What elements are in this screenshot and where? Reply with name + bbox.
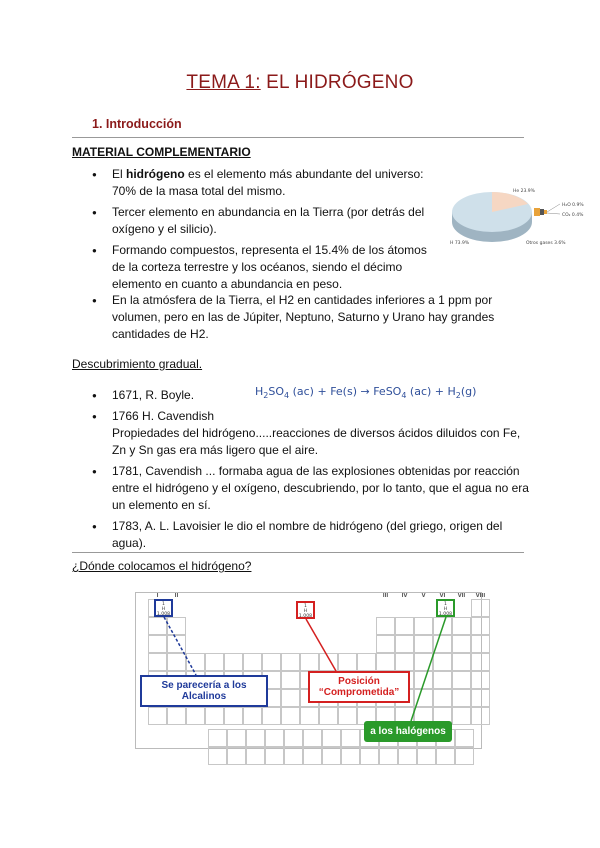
- bullet-item: ● Tercer elemento en abundancia en la Tierra (por detrás del oxígeno y el silicio).: [92, 204, 432, 238]
- element-cell: [227, 747, 246, 765]
- element-cell: [360, 747, 379, 765]
- reaction-equation: $H_2SO_4$ (ac) + Fe(s) → FeSO$_4$ $(ac) + H_2(g)$: [255, 385, 477, 401]
- element-cell: [398, 747, 417, 765]
- bullet-item: ● Formando compuestos, representa el 15.4% de los átomos de la corteza terrestre y los océanos, siendo el décimo elemento en cuanto a abundancia en peso.: [92, 242, 432, 293]
- page-title: [0, 72, 600, 94]
- pie-label-h2o: H₂O 0.9%: [562, 203, 584, 208]
- pie-slice-other: [534, 208, 540, 216]
- element-cell: [265, 747, 284, 765]
- group-header: VIII: [475, 593, 486, 599]
- section-heading-introduction: 1. Introducción: [92, 117, 182, 131]
- atmosphere-pie-chart: [450, 182, 590, 250]
- group-header: VI: [439, 593, 446, 599]
- pie-label-h: H 73.9%: [450, 241, 470, 246]
- title-rest: EL HIDRÓGENO: [260, 72, 414, 93]
- callout-alkali: Se parecería a los Alcalinos: [140, 675, 268, 707]
- pie-label-other: Otros gases 3.6%: [526, 241, 566, 246]
- bullet-item: ● 1766 H. Cavendish Propiedades del hidrógeno.....reacciones de diversos ácidos diluidos con Fe, Zn y Sn gas era más ligero que el aire.: [92, 408, 532, 459]
- group-header: IV: [401, 593, 408, 599]
- periodic-table: [135, 592, 486, 749]
- element-cell: [284, 747, 303, 765]
- element-cell: [303, 747, 322, 765]
- divider: [72, 137, 524, 138]
- element-cell: [379, 747, 398, 765]
- intro-bullet-list: [92, 166, 432, 297]
- discovery-bullet-list: [92, 387, 532, 556]
- element-cell: [436, 747, 455, 765]
- intro-bullet-list-2: [92, 292, 532, 347]
- group-header: VII: [457, 593, 466, 599]
- bullet-item: ● 1671, R. Boyle.: [92, 387, 532, 404]
- bullet-item: ● 1783, A. L. Lavoisier le dio el nombre de hidrógeno (del griego, origen del agua).: [92, 518, 532, 552]
- group-header: I: [156, 593, 159, 599]
- group-header: V: [421, 593, 426, 599]
- bullet-item: ● El hidrógeno es el elemento más abundante del universo: 70% de la masa total del mismo.: [92, 166, 432, 200]
- element-cell: [322, 747, 341, 765]
- group-header: II: [174, 593, 179, 599]
- element-cell: [341, 747, 360, 765]
- bullet-item: ● 1781, Cavendish ... formaba agua de las explosiones obtenidas por reacción entre el hidrógeno y el oxígeno, descubriendo, por lo tanto, que el agua no era un elemento en sí.: [92, 463, 532, 514]
- element-cell: [417, 747, 436, 765]
- hydrogen-cell-left: 1 H 1.008: [154, 599, 173, 617]
- divider: [72, 552, 524, 553]
- callout-compromised: Posición “Comprometida”: [308, 671, 410, 703]
- hydrogen-cell-middle: 1 H 1.008: [296, 601, 315, 619]
- discovery-heading: Descubrimiento gradual.: [72, 357, 203, 371]
- pie-label-he: He 23.9%: [513, 189, 535, 194]
- callout-halogens: a los halógenos: [364, 721, 452, 742]
- element-cell: [246, 747, 265, 765]
- material-heading: MATERIAL COMPLEMENTARIO: [72, 145, 251, 159]
- pie-label-co2: CO₂ 0.4%: [562, 213, 584, 218]
- group-header: III: [382, 593, 389, 599]
- element-cell: [455, 747, 474, 765]
- hydrogen-cell-right: 1 H 1.008: [436, 599, 455, 617]
- title-prefix: TEMA 1:: [186, 72, 261, 93]
- element-cell: [208, 747, 227, 765]
- pie-slice-co2: [544, 210, 547, 214]
- where-heading: ¿Dónde colocamos el hidrógeno?: [72, 559, 252, 573]
- pie-slice-h2o: [540, 209, 544, 215]
- bullet-item: ● En la atmósfera de la Tierra, el H2 en cantidades inferiores a 1 ppm por volumen, pero en las de Júpiter, Neptuno, Saturno y Urano hay grandes cantidades de H2.: [92, 292, 532, 343]
